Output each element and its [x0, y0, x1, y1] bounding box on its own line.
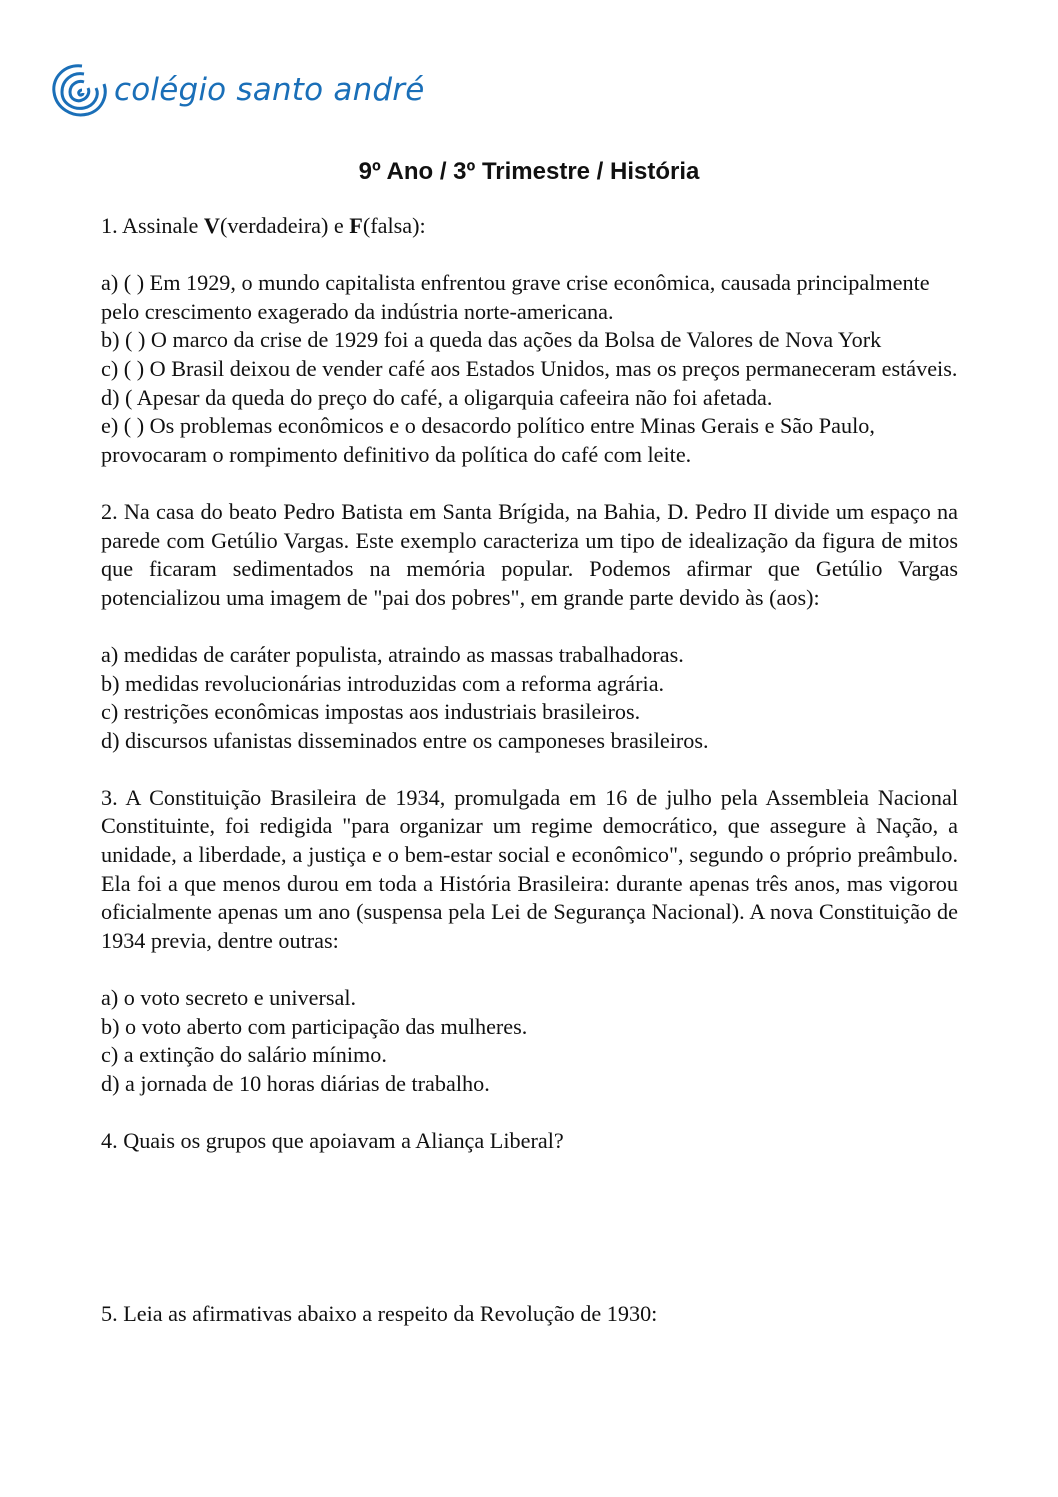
- question-1-item-a: a) ( ) Em 1929, o mundo capitalista enfrentou grave crise econômica, causada principalmente pelo crescimento exagerado da indústria norte-americana.: [101, 270, 930, 324]
- question-3-option-a: a) o voto secreto e universal.: [101, 985, 357, 1011]
- question-1-item-e: e) ( ) Os problemas econômicos e o desacordo político entre Minas Gerais e São Paulo, provocaram o rompimento definitivo da política do café com leite.: [101, 413, 875, 467]
- question-1-item-c: c) ( ) O Brasil deixou de vender café aos Estados Unidos, mas os preços permaneceram estáveis.: [101, 355, 958, 381]
- question-2-option-a: a) medidas de caráter populista, atraindo as massas trabalhadoras.: [101, 641, 684, 667]
- question-3-text: 3. A Constituição Brasileira de 1934, promulgada em 16 de julho pela Assembleia Nacional Constituinte, foi redigida "para organizar um regime democrático, que assegure à Nação, a unidade, a liberdade, a justiça e o bem-estar social e econômico", segundo o próprio preâmbulo. Ela foi a que menos durou em toda a História Brasileira: durante apenas três anos, mas vigorou oficialmente apenas um ano (suspensa pela Lei de Segurança Nacional). A nova Constituição de 1934 previa, dentre outras:: [101, 784, 958, 953]
- question-1-item-b: b) ( ) O marco da crise de 1929 foi a queda das ações da Bolsa de Valores de Nova York: [101, 327, 882, 353]
- question-1-item-d: d) ( Apesar da queda do preço do café, a oligarquia cafeeira não foi afetada.: [101, 384, 773, 410]
- question-3-option-d: d) a jornada de 10 horas diárias de trabalho.: [101, 1070, 490, 1096]
- question-5-text: 5. Leia as afirmativas abaixo a respeito da Revolução de 1930:: [101, 1300, 658, 1326]
- school-name: colégio santo andré: [114, 72, 425, 108]
- exam-body: [101, 212, 958, 1328]
- question-4-text: 4. Quais os grupos que apoiavam a Aliança Liberal?: [101, 1128, 564, 1153]
- school-logo: [48, 58, 425, 128]
- question-3-option-b: b) o voto aberto com participação das mulheres.: [101, 1013, 528, 1039]
- question-1-heading: 1. Assinale V(verdadeira) e F(falsa):: [101, 213, 426, 238]
- question-2-option-d: d) discursos ufanistas disseminados entre os camponeses brasileiros.: [101, 727, 709, 753]
- swirl-logo-icon: [48, 58, 112, 122]
- page-title: 9º Ano / 3º Trimestre / História: [358, 158, 700, 185]
- question-2-text: 2. Na casa do beato Pedro Batista em Santa Brígida, na Bahia, D. Pedro II divide um espaço na parede com Getúlio Vargas. Este exemplo caracteriza um tipo de idealização da figura de mitos que ficaram sedimentados na memória popular. Podemos afirmar que Getúlio Vargas potencializou uma imagem de "pai dos pobres", em grande parte devido às (aos):: [101, 498, 958, 610]
- answer-space: [101, 1156, 958, 1242]
- question-2-option-c: c) restrições econômicas impostas aos industriais brasileiros.: [101, 699, 641, 725]
- question-2-option-b: b) medidas revolucionárias introduzidas com a reforma agrária.: [101, 670, 665, 696]
- question-3-option-c: c) a extinção do salário mínimo.: [101, 1042, 387, 1068]
